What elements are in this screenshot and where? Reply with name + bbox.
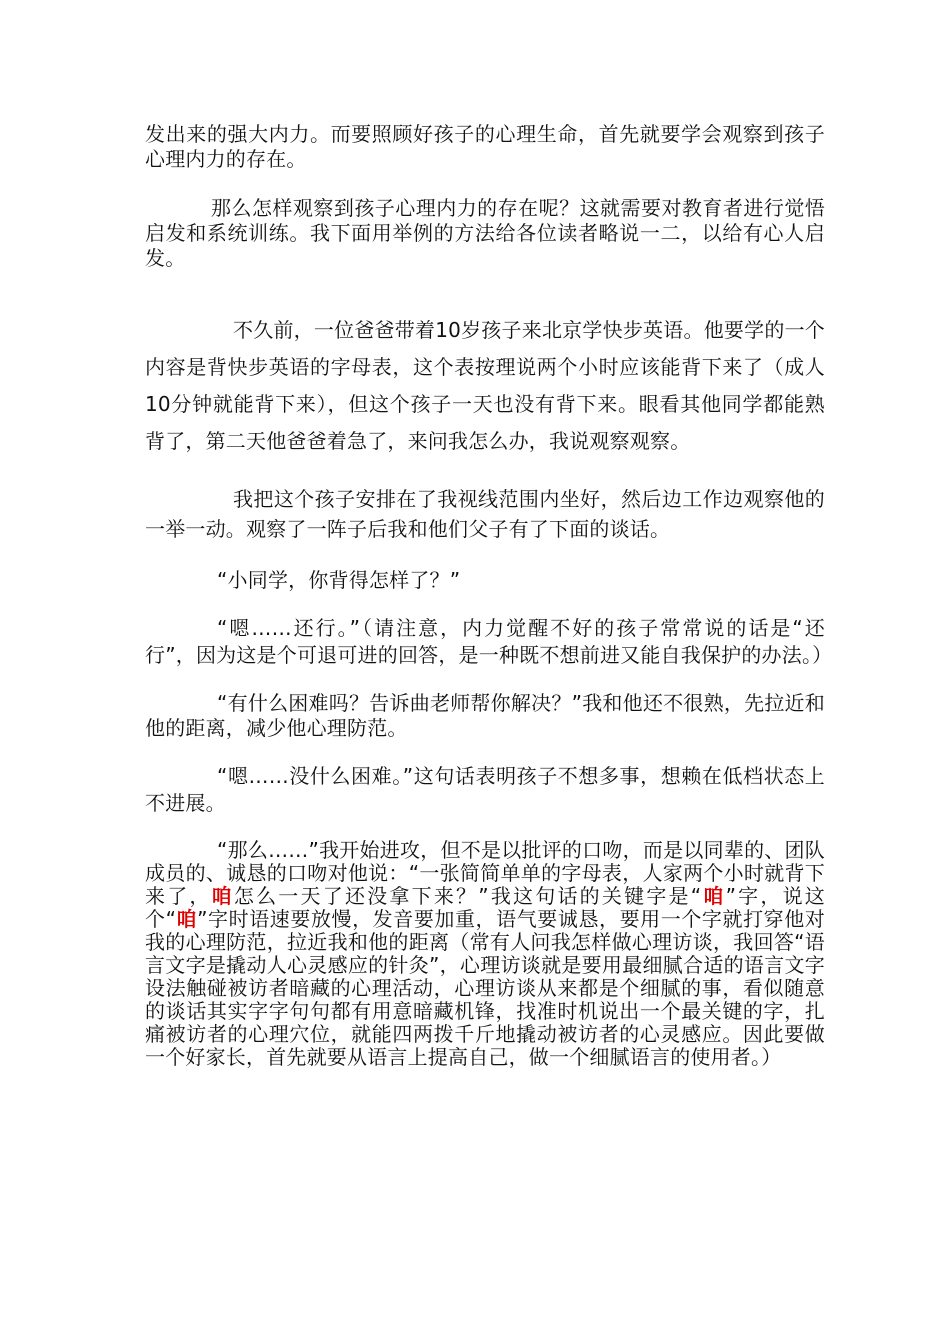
emphasis-word-2: 咱 <box>701 884 726 908</box>
paragraph-2: 那么怎样观察到孩子心理内力的存在呢？这就需要对教育者进行觉悟启发和系统训练。我下面用举例的方法给各位读者略说一二，以给有心人启发。 <box>145 196 825 270</box>
paragraph-9-text-2: 怎么一天了还没拿下来？”我这句话的关键字是“ <box>233 884 702 908</box>
paragraph-9-text-3: ”字，说这个“ <box>145 884 825 931</box>
document-page <box>145 122 833 1069</box>
emphasis-word-1: 咱 <box>211 884 234 908</box>
paragraph-6: “嗯……还行。”（请注意，内力觉醒不好的孩子常常说的话是“还行”，因为这是个可退可进的回答，是一种既不想前进又能自我保护的办法。） <box>145 616 833 667</box>
paragraph-7: “有什么困难吗？告诉曲老师帮你解决？”我和他还不很熟，先拉近和他的距离，减少他心理防范。 <box>145 691 825 740</box>
emphasis-word-3: 咱 <box>176 907 198 931</box>
paragraph-4: 我把这个孩子安排在了我视线范围内坐好，然后边工作边观察他的一举一动。观察了一阵子后我和他们父子有了下面的谈话。 <box>145 487 825 541</box>
paragraph-3: 不久前，一位爸爸带着10岁孩子来北京学快步英语。他要学的一个内容是背快步英语的字母表，这个表按理说两个小时应该能背下来了（成人10分钟就能背下来），但这个孩子一天也没有背下来。眼看其他同学都能熟背了，第二天他爸爸着急了，来问我怎么办，我说观察观察。 <box>145 318 825 453</box>
paragraph-8: “嗯……没什么困难。”这句话表明孩子不想多事，想赖在低档状态上不进展。 <box>145 764 825 815</box>
paragraph-9 <box>145 839 825 1069</box>
paragraph-5: “小同学，你背得怎样了？” <box>217 568 461 592</box>
paragraph-9-text-1: “那么……”我开始进攻，但不是以批评的口吻，而是以同辈的、团队成员的、诚恳的口吻对他说：“一张简简单单的字母表，人家两个小时就背下来了， <box>145 838 825 908</box>
paragraph-1: 发出来的强大内力。而要照顾好孩子的心理生命，首先就要学会观察到孩子心理内力的存在。 <box>145 122 825 171</box>
paragraph-9-text-4: ”字时语速要放慢，发音要加重，语气要诚恳，要用一个字就打穿他对我的心理防范，拉近我和他的距离（常有人问我怎样做心理访谈，我回答“语言文字是撬动人心灵感应的针灸”，心理访谈就是要用最细腻合适的语言文字设法触碰被访者暗藏的心理活动，心理访谈从来都是个细腻的事，看似随意的谈话其实字字句句都有用意暗藏机锋，找准时机说出一个最关键的字，扎痛被访者的心理穴位，就能四两拨千斤地撬动被访者的心灵感应。因此要做一个好家长，首先就要从语言上提高自己，做一个细腻语言的使用者。） <box>145 907 826 1069</box>
